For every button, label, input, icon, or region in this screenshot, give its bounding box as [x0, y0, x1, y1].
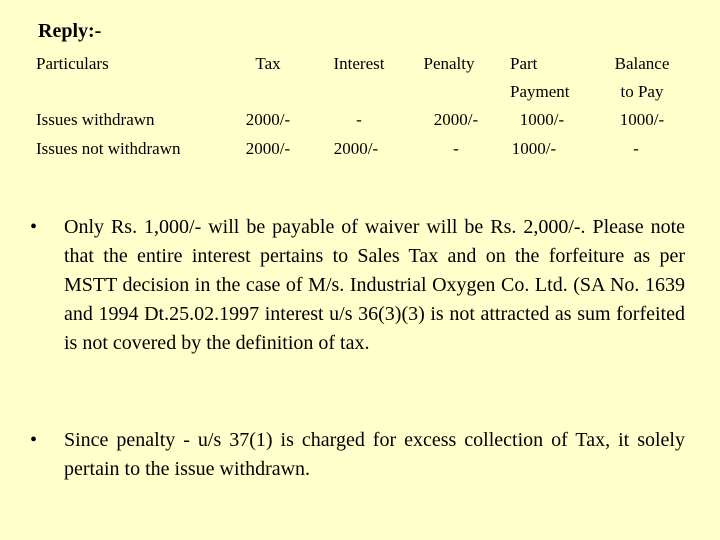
header-balance-line2: to Pay — [620, 82, 664, 101]
bullet-item — [30, 213, 685, 358]
row2-particulars: Issues not withdrawn — [36, 139, 181, 158]
row1-interest: - — [356, 110, 362, 129]
row1-penalty: 2000/- — [433, 110, 479, 129]
row2-interest: 2000/- — [333, 139, 379, 158]
bullet-text: Since penalty - u/s 37(1) is charged for excess collection of Tax, it solely pertain to the issue withdrawn. — [64, 429, 685, 480]
page-heading: Reply:- — [38, 20, 102, 42]
header-interest: Interest — [333, 54, 385, 73]
row2-part-payment: 1000/- — [511, 139, 557, 158]
row1-part-payment: 1000/- — [519, 110, 565, 129]
header-tax: Tax — [255, 54, 281, 73]
header-part-payment-line2: Payment — [510, 82, 570, 101]
row1-particulars: Issues withdrawn — [36, 110, 155, 129]
bullet-icon: • — [30, 216, 38, 238]
bullet-text: Only Rs. 1,000/- will be payable of waiver will be Rs. 2,000/-. Please note that the entire interest pertains to Sales Tax and on the forfeiture as per MSTT decision in the case of M/s. Industrial Oxygen Co. Ltd. (SA No. 1639 and 1994 Dt.25.02.1997 interest u/s 36(3)(3) is not attracted as sum forfeited is not covered by the definition of tax. — [64, 216, 685, 354]
header-part-payment-line1: Part — [510, 54, 538, 73]
row2-penalty: - — [453, 139, 459, 158]
bullet-item — [30, 426, 685, 484]
row1-balance: 1000/- — [619, 110, 665, 129]
header-penalty: Penalty — [423, 54, 475, 73]
row2-tax: 2000/- — [245, 139, 291, 158]
bullet-icon: • — [30, 429, 38, 451]
row2-balance: - — [633, 139, 639, 158]
header-balance-line1: Balance — [614, 54, 670, 73]
row1-tax: 2000/- — [245, 110, 291, 129]
header-particulars: Particulars — [36, 54, 109, 73]
